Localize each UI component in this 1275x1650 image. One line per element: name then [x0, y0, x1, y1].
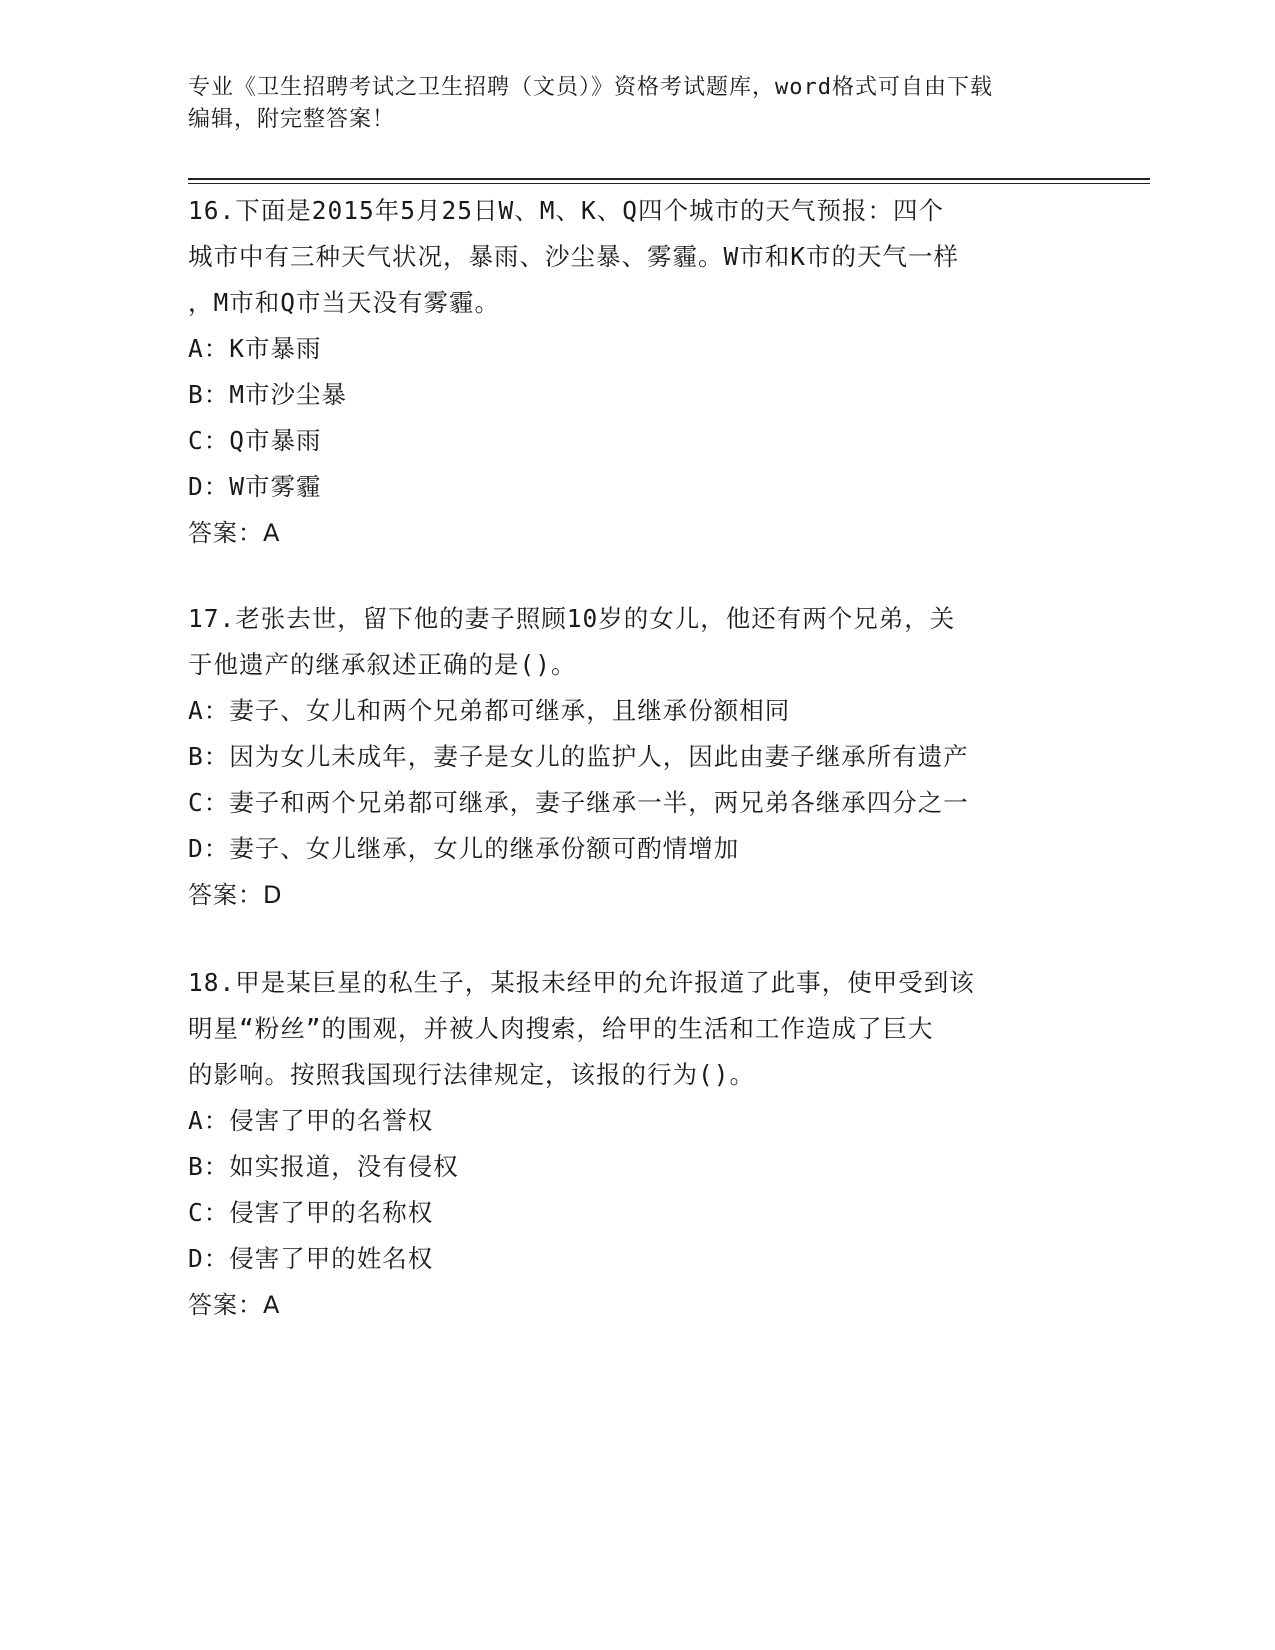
- question-stem-line: 16.下面是2015年5月25日W、M、K、Q四个城市的天气预报：四个: [188, 196, 945, 225]
- option-a: A：侵害了甲的名誉权: [188, 1106, 434, 1135]
- option-d: D：妻子、女儿继承，女儿的继承份额可酌情增加: [188, 834, 740, 863]
- question-stem-line: 城市中有三种天气状况，暴雨、沙尘暴、雾霾。W市和K市的天气一样: [188, 242, 959, 271]
- question-stem-line: 18.甲是某巨星的私生子，某报未经甲的允许报道了此事，使甲受到该: [188, 968, 975, 997]
- option-a: A：K市暴雨: [188, 334, 322, 363]
- question-16: [188, 188, 1088, 556]
- answer-label: 答案：A: [188, 1291, 281, 1319]
- question-stem-line: ，M市和Q市当天没有雾霾。: [188, 288, 500, 317]
- question-stem-line: 明星“粉丝”的围观，并被人肉搜索，给甲的生活和工作造成了巨大: [188, 1014, 934, 1043]
- option-c: C：Q市暴雨: [188, 426, 322, 455]
- header-line-1: 专业《卫生招聘考试之卫生招聘（文员）》资格考试题库，word格式可自由下载: [188, 75, 993, 100]
- header-line-2: 编辑，附完整答案！: [188, 107, 396, 132]
- option-b: B：如实报道，没有侵权: [188, 1152, 459, 1181]
- option-d: D：侵害了甲的姓名权: [188, 1244, 434, 1273]
- answer-label: 答案：A: [188, 519, 281, 547]
- header-divider-thin: [188, 183, 1150, 184]
- option-b: B：因为女儿未成年，妻子是女儿的监护人，因此由妻子继承所有遗产: [188, 742, 969, 771]
- question-stem-line: 17.老张去世，留下他的妻子照顾10岁的女儿，他还有两个兄弟，关: [188, 604, 956, 633]
- option-d: D：W市雾霾: [188, 472, 322, 501]
- question-18: [188, 960, 1088, 1328]
- answer-label: 答案：D: [188, 881, 283, 909]
- option-c: C：妻子和两个兄弟都可继承，妻子继承一半，两兄弟各继承四分之一: [188, 788, 969, 817]
- question-stem-line: 的影响。按照我国现行法律规定，该报的行为()。: [188, 1060, 755, 1089]
- question-17: [188, 596, 1088, 918]
- header-divider-thick: [188, 178, 1150, 180]
- document-header: [188, 72, 1088, 136]
- option-c: C：侵害了甲的名称权: [188, 1198, 434, 1227]
- question-stem-line: 于他遗产的继承叙述正确的是()。: [188, 650, 577, 679]
- option-b: B：M市沙尘暴: [188, 380, 347, 409]
- option-a: A：妻子、女儿和两个兄弟都可继承，且继承份额相同: [188, 696, 791, 725]
